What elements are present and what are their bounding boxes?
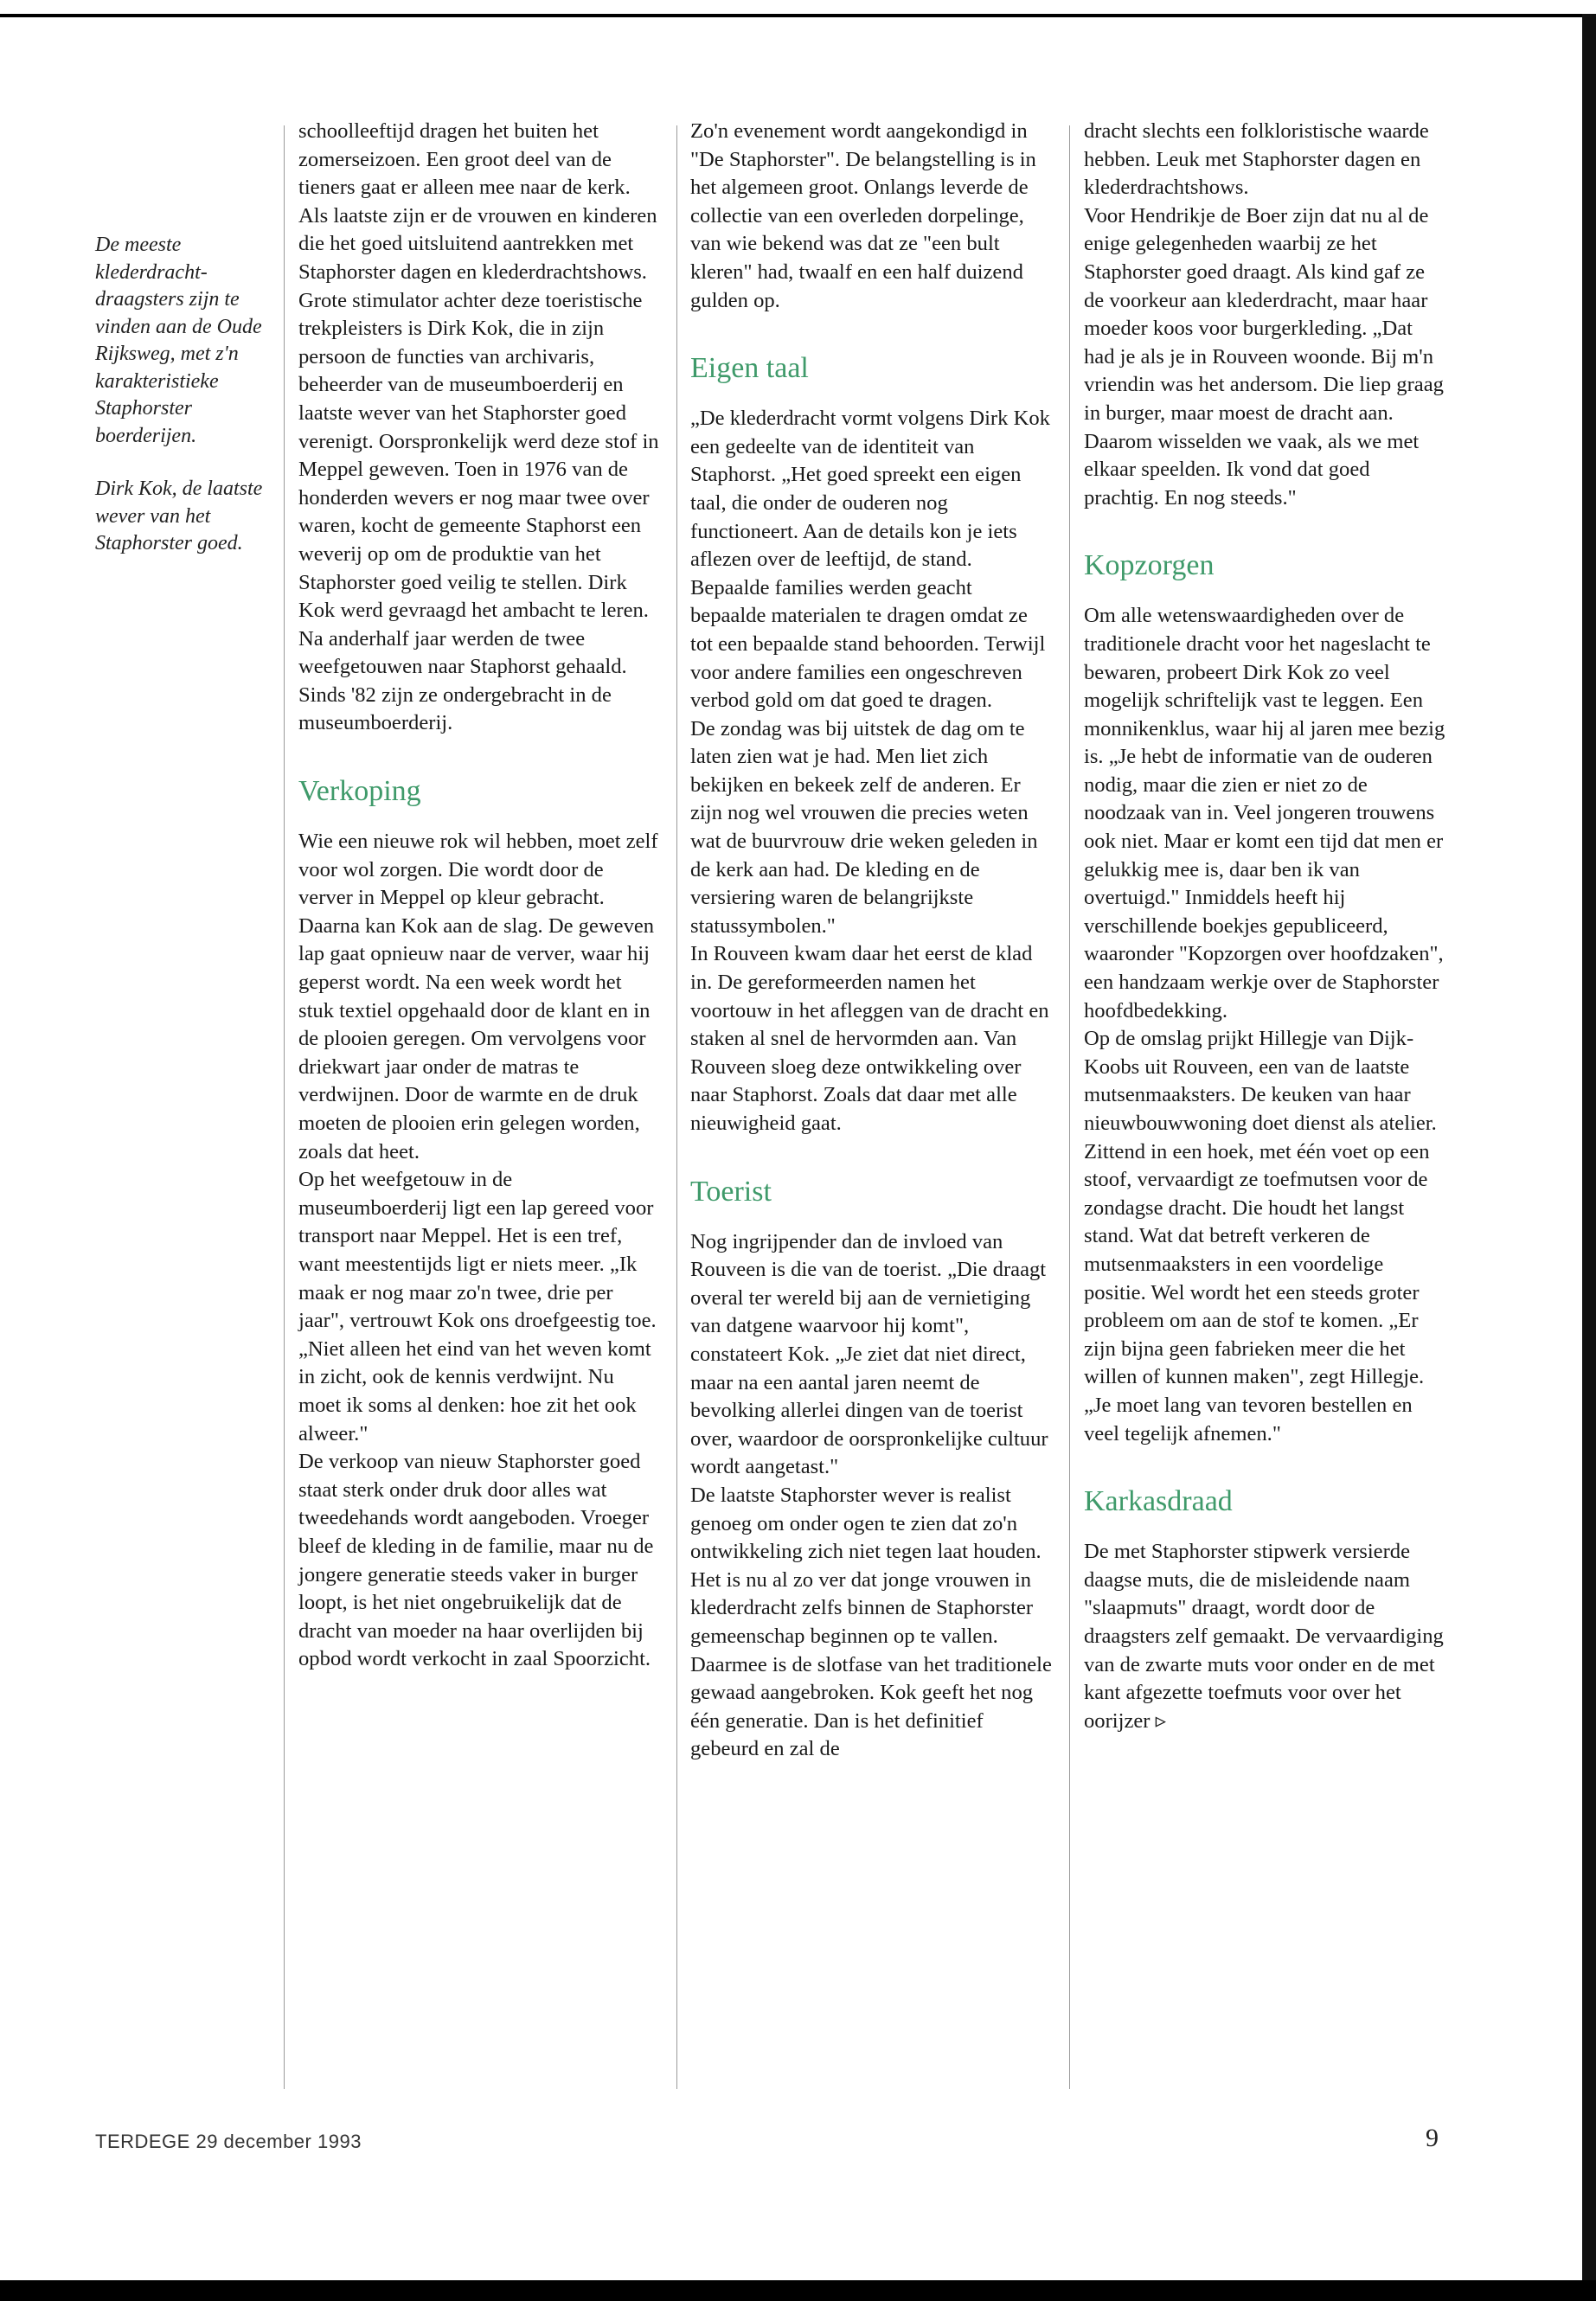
caption-2: Dirk Kok, de laatste wever van het Staphorster goed. bbox=[95, 478, 263, 554]
paragraph: schoolleeftijd dragen het buiten het zomerseizoen. Een groot deel van de tieners gaat er alleen mee naar de kerk. Als laatste zijn er de vrouwen en kinderen die het goed uitsluitend aantrekken met Staphorster dagen en klederdrachtshows. bbox=[298, 119, 657, 284]
photo-captions bbox=[95, 232, 272, 584]
paragraph: Nog ingrijpender dan de invloed van Rouveen is die van de toerist. „Die draagt overal ter wereld bij aan de vernietiging van datgene waarvoor hij komt", constateert Kok. „Je ziet dat niet direct, maar na een aantal jaren neemt de bevolking allerlei dingen van de toerist over, waardoor de oorspronkelijke cultuur wordt aangetast." bbox=[690, 1229, 1048, 1479]
article-column-3 bbox=[1084, 118, 1445, 1735]
subheading-karkasdraad: Karkasdraad bbox=[1084, 1485, 1233, 1518]
subheading-verkoping: Verkoping bbox=[298, 775, 421, 808]
article-column-1 bbox=[298, 118, 660, 1674]
subheading-eigen-taal: Eigen taal bbox=[690, 352, 809, 385]
paragraph: De zondag was bij uitstek de dag om te laten zien wat je had. Men liet zich bekijken en bekeek zelf de anderen. Er zijn nog wel vrouwen die precies weten wat de buurvrouw drie weken geleden in de kerk aan had. De kleding en de versiering waren de belangrijkste statussymbolen." bbox=[690, 716, 1038, 938]
paragraph: „De klederdracht vormt volgens Dirk Kok een gedeelte van de identiteit van Staphorst. „Het goed spreekt een eigen taal, die onder de ouderen nog functioneert. Aan de details kon je iets aflezen over de leeftijd, de stand. Bepaalde families werden geacht bepaalde materialen te dragen omdat ze tot een bepaalde stand behoorden. Terwijl voor andere families een ongeschreven verbod gold om dat goed te dragen. bbox=[690, 407, 1050, 713]
paragraph: Om alle wetenswaardigheden over de traditionele dracht voor het nageslacht te bewaren, probeert Dirk Kok zo veel mogelijk schriftelijk vast te leggen. Een monnikenklus, waar hij al jaren mee bezig is. „Je hebt de informatie van de ouderen nodig, maar die zien er niet zo de noodzaak van in. Veel jongeren trouwens ook niet. Maar er komt een tijd dat men er gelukkig mee is, daar ben ik van overtuigd." Inmiddels heeft hij verschillende boekjes gepubliceerd, waaronder "Kopzorgen over hoofdzaken", een handzaam werkje over de Staphorster hoofdbedekking. bbox=[1084, 604, 1445, 1022]
top-border bbox=[0, 14, 1596, 17]
column-rule-3 bbox=[1069, 125, 1070, 2089]
publication-footer: TERDEGE 29 december 1993 bbox=[95, 2131, 362, 2152]
paragraph: In Rouveen kwam daar het eerst de klad in. De gereformeerden namen het voortouw in het afleggen van de dracht en staken al snel de hervormden aan. Van Rouveen sloeg deze ontwikkeling over naar Staphorst. Zoals dat daar met alle nieuwigheid gaat. bbox=[690, 942, 1049, 1135]
column-rule-1 bbox=[284, 125, 285, 2089]
paragraph: Op de omslag prijkt Hillegje van Dijk-Koobs uit Rouveen, een van de laatste mutsenmaaksters. De keuken van haar nieuwbouwwoning doet dienst als atelier. Zittend in een hoek, met één voet op een stoof, vervaardigt ze toefmutsen voor de zondagse dracht. Die houdt het langst stand. Wat dat betreft verkeren de mutsenmaaksters in een voordelige positie. Wel wordt het een steeds groter probleem om aan de stof te komen. „Er zijn bijna geen fabrieken meer die het willen of kunnen maken", zegt Hillegje. „Je moet lang van tevoren bestellen en veel tegelijk afnemen." bbox=[1084, 1027, 1437, 1445]
paragraph: De met Staphorster stipwerk versierde daagse muts, die de misleidende naam "slaapmuts" draagt, wordt door de draagsters zelf gemaakt. De vervaardiging van de zwarte muts voor onder en de met kant afgezette toefmuts voor over het oorijzer ▹ bbox=[1084, 1540, 1444, 1733]
page-number: 9 bbox=[1426, 2124, 1439, 2152]
paragraph: Grote stimulator achter deze toeristische trekpleisters is Dirk Kok, die in zijn persoon de functies van archivaris, beheerder van de museumboerderij en laatste wever van het Staphorster goed verenigt. Oorspronkelijk werd deze stof in Meppel geweven. Toen in 1976 van de honderden wevers er nog maar twee over waren, kocht de gemeente Staphorst een weverij op om de produktie van het Staphorster goed veilig te stellen. Dirk Kok werd gevraagd het ambacht te leren. Na anderhalf jaar werden de twee weefgetouwen naar Staphorst gehaald. Sinds '82 zijn ze ondergebracht in de museumboerderij. bbox=[298, 288, 659, 735]
bottom-border bbox=[0, 2280, 1596, 2301]
paragraph: dracht slechts een folkloristische waarde hebben. Leuk met Staphorster dagen en klederdrachtshows. bbox=[1084, 119, 1429, 200]
paragraph: Op het weefgetouw in de museumboerderij ligt een lap gereed voor transport naar Meppel. Het is een tref, want meestentijds ligt er niets meer. „Ik maak er nog maar zo'n twee, drie per jaar", vertrouwt Kok ons droefgeestig toe. „Niet alleen het eind van het weven komt in zicht, ook de kennis verdwijnt. Nu moet ik soms al denken: hoe zit het ook alweer." bbox=[298, 1168, 657, 1445]
paragraph: De laatste Staphorster wever is realist genoeg om onder ogen te zien dat zo'n ontwikkeling zich niet tegen laat houden. Het is nu al zo ver dat jonge vrouwen in klederdracht zelfs binnen de Staphorster gemeenschap beginnen op te vallen. Daarmee is de slotfase van het traditionele gewaad aangebroken. Kok geeft het nog één generatie. Dan is het definitief gebeurd en zal de bbox=[690, 1483, 1052, 1761]
article-column-2 bbox=[690, 118, 1052, 1764]
right-border bbox=[1582, 14, 1596, 2280]
paragraph: Voor Hendrikje de Boer zijn dat nu al de enige gelegenheden waarbij ze het Staphorster goed draagt. Als kind gaf ze de voorkeur aan klederdracht, maar haar moeder koos voor burgerkleding. „Dat had je als je in Rouveen woonde. Bij m'n vriendin was het andersom. Die liep graag in burger, maar moest de dracht aan. Daarom wisselden we vaak, als we met elkaar speelden. Ik vond dat goed prachtig. En nog steeds." bbox=[1084, 203, 1444, 510]
column-rule-2 bbox=[676, 125, 677, 2089]
paragraph: Zo'n evenement wordt aangekondigd in "De Staphorster". De belangstelling is in het algemeen groot. Onlangs leverde de collectie van een overleden dorpelinge, van wie bekend was dat ze "een bult kleren" had, twaalf en een half duizend gulden op. bbox=[690, 119, 1036, 312]
subheading-toerist: Toerist bbox=[690, 1175, 772, 1208]
caption-1: De meeste klederdracht-draagsters zijn te vinden aan de Oude Rijksweg, met z'n karakteristieke Staphorster boerderijen. bbox=[95, 234, 262, 447]
paragraph: De verkoop van nieuw Staphorster goed staat sterk onder druk door alles wat tweedehands wordt aangeboden. Vroeger bleef de kleding in de familie, maar nu de jongere generatie steeds vaker in burger loopt, is het niet ongebruikelijk dat de dracht van moeder na haar overlijden bij opbod wordt verkocht in zaal Spoorzicht. bbox=[298, 1450, 654, 1671]
paragraph: Wie een nieuwe rok wil hebben, moet zelf voor wol zorgen. Die wordt door de verver in Meppel op kleur gebracht. Daarna kan Kok aan de slag. De geweven lap gaat opnieuw naar de verver, waar hij geperst wordt. Na een week wordt het stuk textiel opgehaald door de klant en in de plooien geregen. Om vervolgens voor driekwart jaar onder de matras te verdwijnen. Door de warmte en de druk moeten de plooien erin gelegen worden, zoals dat heet. bbox=[298, 830, 658, 1163]
subheading-kopzorgen: Kopzorgen bbox=[1084, 549, 1215, 582]
